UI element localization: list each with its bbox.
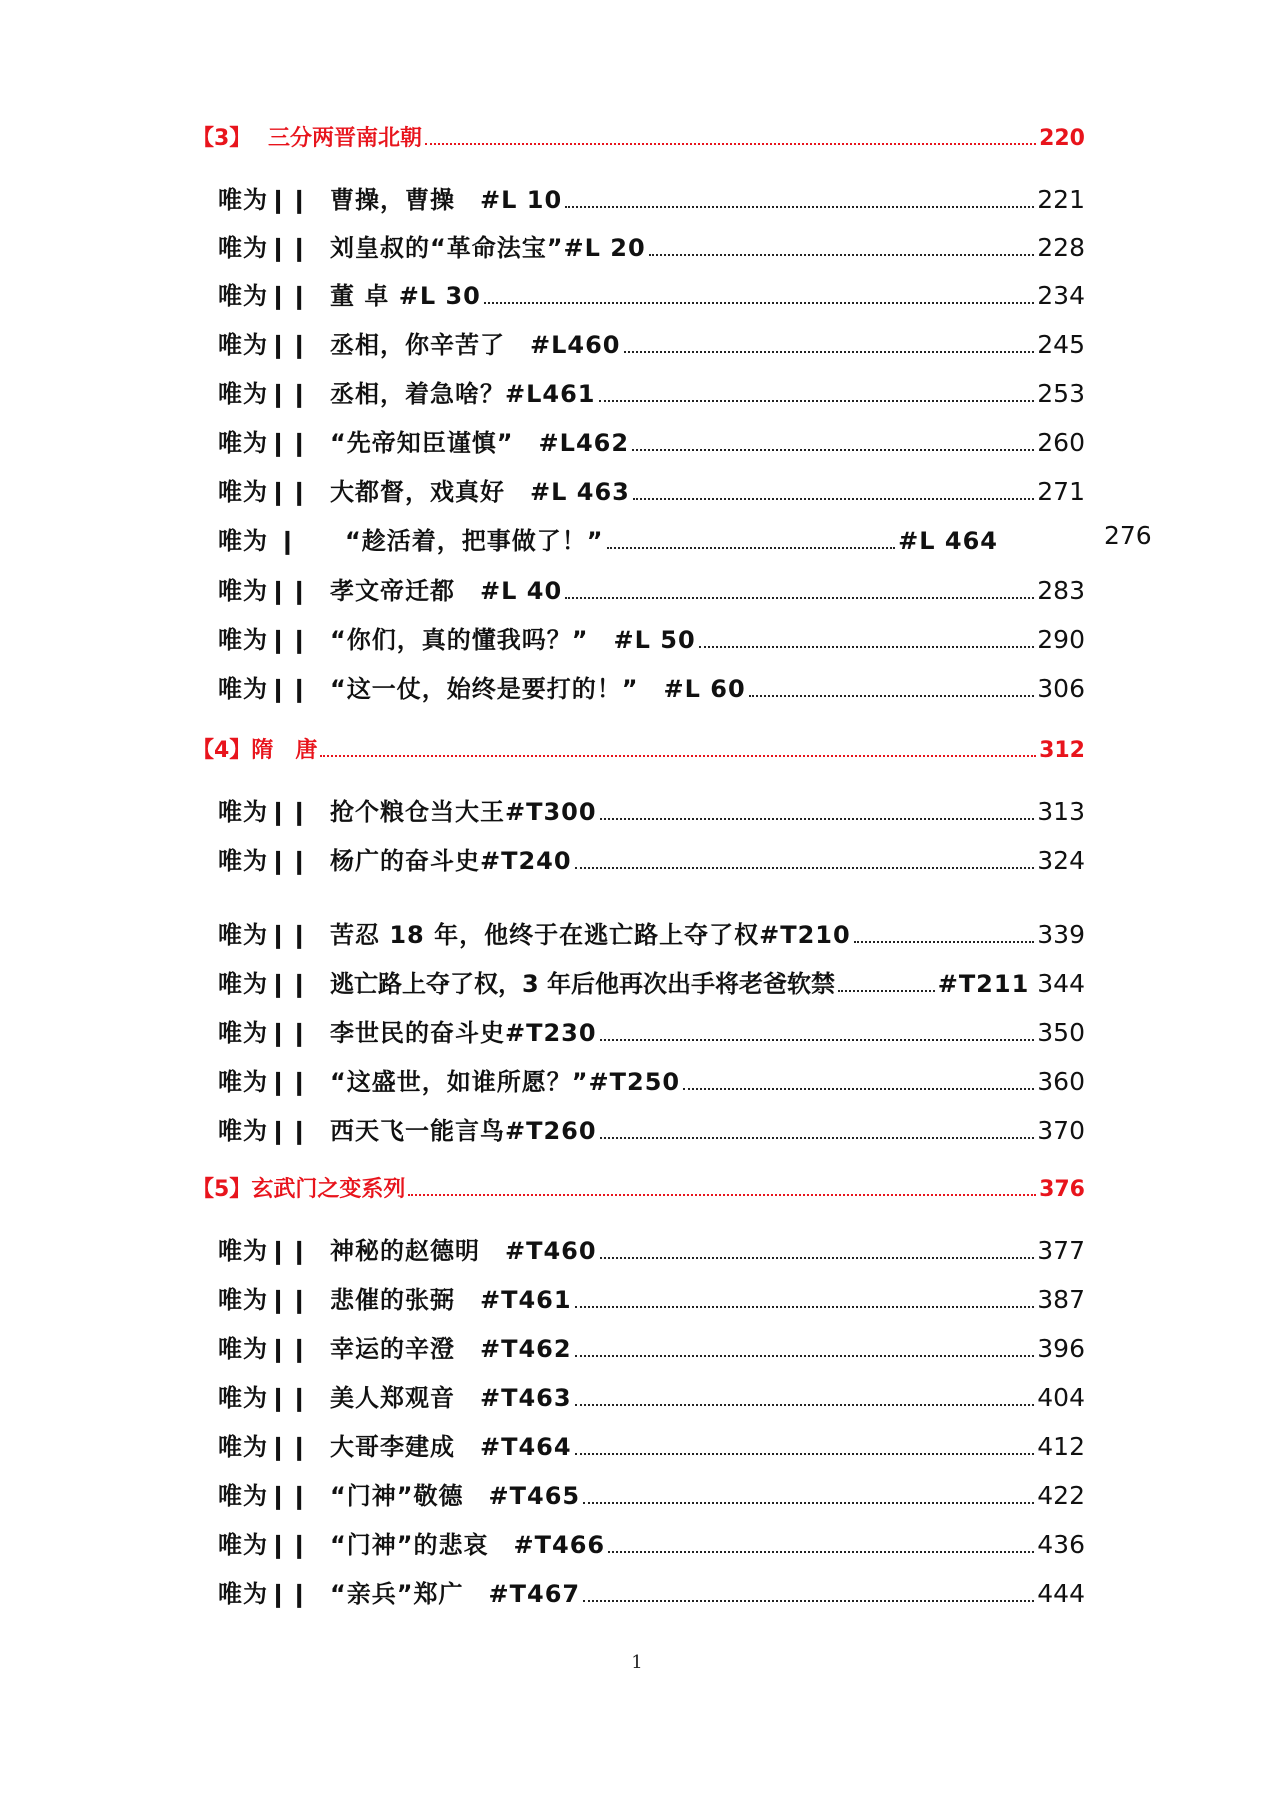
toc-entry[interactable] (218, 472, 1085, 507)
entry-prefix: 唯为❙❙ (218, 331, 311, 359)
toc-entry[interactable] (218, 915, 1085, 950)
entry-title: 美人郑观音 #T463 (330, 1384, 572, 1412)
dot-leader (600, 818, 1035, 820)
entry-prefix: 唯为❙❙ (218, 921, 311, 949)
entry-prefix: 唯为 ❙ (218, 527, 299, 555)
toc-entry[interactable] (218, 792, 1085, 827)
toc-entry[interactable] (218, 1280, 1085, 1315)
dot-leader (583, 1502, 1034, 1504)
toc-entry[interactable] (218, 841, 1085, 876)
entry-prefix: 唯为❙❙ (218, 1237, 311, 1265)
toc-section-3[interactable] (192, 121, 1085, 152)
entry-title: “趁活着，把事做了！” (345, 527, 604, 555)
entry-page: 324 (1037, 846, 1085, 875)
entry-suffix: #T211 (937, 970, 1030, 998)
entry-page: 387 (1037, 1285, 1085, 1314)
dot-leader (699, 646, 1035, 648)
dot-leader (583, 1600, 1034, 1602)
entry-title: 抢个粮仓当大王#T300 (330, 798, 597, 826)
entry-page: 436 (1037, 1530, 1085, 1559)
entry-title: 刘皇叔的“革命法宝”#L 20 (330, 234, 646, 262)
toc-entry[interactable] (218, 325, 1085, 360)
entry-prefix: 唯为❙❙ (218, 282, 311, 310)
toc-entry[interactable] (218, 1574, 1085, 1609)
entry-page: 444 (1037, 1579, 1085, 1608)
entry-prefix: 唯为❙❙ (218, 1019, 311, 1047)
toc-entry[interactable] (218, 521, 998, 556)
entry-title: “门神”的悲哀 #T466 (330, 1531, 606, 1559)
entry-title: 幸运的辛澄 #T462 (330, 1335, 572, 1363)
entry-page: 283 (1037, 576, 1085, 605)
dot-leader (749, 695, 1035, 697)
dot-leader (484, 302, 1034, 304)
toc-entry[interactable] (218, 1427, 1085, 1462)
dot-leader (608, 1551, 1034, 1553)
entry-prefix: 唯为❙❙ (218, 1286, 311, 1314)
entry-title: “亲兵”郑广 #T467 (330, 1580, 581, 1608)
entry-prefix: 唯为❙❙ (218, 1068, 311, 1096)
toc-entry[interactable] (218, 571, 1085, 606)
entry-page: 404 (1037, 1383, 1085, 1412)
entry-prefix: 唯为❙❙ (218, 186, 311, 214)
toc-entry[interactable] (218, 669, 1085, 704)
toc-entry[interactable] (218, 374, 1085, 409)
entry-page: 339 (1037, 920, 1085, 949)
entry-title: “先帝知臣谨慎” #L462 (330, 429, 630, 457)
section-number: 【3】 (192, 126, 252, 151)
entry-page: 306 (1037, 674, 1085, 703)
entry-page: 422 (1037, 1481, 1085, 1510)
toc-entry[interactable] (218, 1062, 1085, 1097)
entry-page: 412 (1037, 1432, 1085, 1461)
toc-entry[interactable] (218, 1231, 1085, 1266)
entry-page: 260 (1037, 428, 1085, 457)
toc-section-4[interactable] (192, 733, 1085, 764)
entry-page: 313 (1037, 797, 1085, 826)
dot-leader (632, 449, 1034, 451)
entry-prefix: 唯为❙❙ (218, 1531, 311, 1559)
entry-page: 253 (1037, 379, 1085, 408)
entry-page: 271 (1037, 477, 1085, 506)
toc-entry[interactable] (218, 276, 1085, 311)
dot-leader (575, 1404, 1035, 1406)
section-number: 【5】 (192, 1177, 252, 1202)
entry-title: 大都督，戏真好 #L 463 (330, 478, 630, 506)
entry-title: 神秘的赵德明 #T460 (330, 1237, 597, 1265)
section-title: 三分两晋南北朝 (268, 126, 423, 151)
entry-prefix: 唯为❙❙ (218, 675, 311, 703)
entry-title: 悲催的张弼 #T461 (330, 1286, 572, 1314)
toc-entry[interactable] (218, 1013, 1085, 1048)
entry-title: “这盛世，如谁所愿？”#T250 (330, 1068, 681, 1096)
dot-leader (854, 941, 1035, 943)
toc-entry[interactable] (218, 1476, 1085, 1511)
entry-prefix: 唯为❙❙ (218, 1433, 311, 1461)
entry-title: 西天飞一能言鸟#T260 (330, 1117, 597, 1145)
entry-title: 李世民的奋斗史#T230 (330, 1019, 597, 1047)
dot-leader (607, 547, 896, 549)
entry-title: 曹操，曹操 #L 10 (330, 186, 563, 214)
entry-page: 221 (1037, 185, 1085, 214)
entry-prefix: 唯为❙❙ (218, 1482, 311, 1510)
entry-title: “这一仗，始终是要打的！” #L 60 (330, 675, 746, 703)
entry-prefix: 唯为❙❙ (218, 380, 311, 408)
dot-leader (575, 1453, 1035, 1455)
toc-entry[interactable] (218, 1329, 1085, 1364)
entry-page: 290 (1037, 625, 1085, 654)
toc-entry[interactable] (218, 1111, 1085, 1146)
entry-title: 董 卓 #L 30 (330, 282, 481, 310)
dot-leader (600, 1039, 1035, 1041)
section-page: 376 (1039, 1177, 1085, 1202)
page-number: 1 (631, 1652, 643, 1673)
entry-title: 逃亡路上夺了权，3 年后他再次出手将老爸软禁 (330, 970, 836, 998)
entry-prefix: 唯为❙❙ (218, 970, 311, 998)
dot-leader (565, 206, 1034, 208)
entry-prefix: 唯为❙❙ (218, 1384, 311, 1412)
dot-leader (575, 867, 1035, 869)
dot-leader (599, 400, 1035, 402)
entry-prefix: 唯为❙❙ (218, 1335, 311, 1363)
entry-page: 370 (1037, 1116, 1085, 1145)
toc-entry[interactable] (218, 964, 1085, 999)
dot-leader (575, 1306, 1035, 1308)
entry-page: 344 (1037, 969, 1085, 998)
entry-prefix: 唯为❙❙ (218, 478, 311, 506)
dot-leader (624, 351, 1035, 353)
dot-leader (320, 755, 1036, 757)
dot-leader (649, 254, 1035, 256)
dot-leader (633, 498, 1034, 500)
entry-page: 377 (1037, 1236, 1085, 1265)
entry-title: 大哥李建成 #T464 (330, 1433, 572, 1461)
dot-leader (575, 1355, 1035, 1357)
entry-page: 245 (1037, 330, 1085, 359)
entry-title: 苦忍 18 年，他终于在逃亡路上夺了权#T210 (330, 921, 851, 949)
dot-leader (600, 1257, 1035, 1259)
dot-leader (838, 990, 935, 992)
entry-title: “门神”敬德 #T465 (330, 1482, 581, 1510)
entry-title: 丞相，你辛苦了 #L460 (330, 331, 621, 359)
dot-leader (683, 1088, 1034, 1090)
dot-leader (565, 597, 1034, 599)
entry-prefix: 唯为❙❙ (218, 1117, 311, 1145)
entry-title: 丞相，着急啥？#L461 (330, 380, 596, 408)
entry-title: “你们，真的懂我吗？” #L 50 (330, 626, 696, 654)
entry-suffix: #L 464 (898, 527, 998, 555)
toc-entry[interactable] (218, 1378, 1085, 1413)
toc-entry[interactable] (218, 620, 1085, 655)
toc-entry[interactable] (218, 228, 1085, 263)
entry-page: 276 (1104, 521, 1152, 550)
entry-page: 234 (1037, 281, 1085, 310)
entry-title: 杨广的奋斗史#T240 (330, 847, 572, 875)
entry-page: 396 (1037, 1334, 1085, 1363)
entry-prefix: 唯为❙❙ (218, 429, 311, 457)
dot-leader (408, 1194, 1036, 1196)
toc-entry[interactable] (218, 180, 1085, 215)
section-number: 【4】 (192, 738, 252, 763)
entry-page: 350 (1037, 1018, 1085, 1047)
toc-entry[interactable] (218, 1525, 1085, 1560)
toc-section-5[interactable] (192, 1172, 1085, 1203)
entry-page: 360 (1037, 1067, 1085, 1096)
section-title: 玄武门之变系列 (251, 1177, 406, 1202)
entry-prefix: 唯为❙❙ (218, 1580, 311, 1608)
entry-prefix: 唯为❙❙ (218, 798, 311, 826)
section-title: 隋 唐 (251, 738, 318, 763)
entry-page: 228 (1037, 233, 1085, 262)
entry-prefix: 唯为❙❙ (218, 577, 311, 605)
entry-title: 孝文帝迁都 #L 40 (330, 577, 563, 605)
entry-prefix: 唯为❙❙ (218, 626, 311, 654)
section-page: 220 (1039, 126, 1085, 151)
toc-entry[interactable] (218, 423, 1085, 458)
entry-prefix: 唯为❙❙ (218, 847, 311, 875)
dot-leader (600, 1137, 1035, 1139)
dot-leader (425, 143, 1036, 145)
section-page: 312 (1039, 738, 1085, 763)
entry-prefix: 唯为❙❙ (218, 234, 311, 262)
